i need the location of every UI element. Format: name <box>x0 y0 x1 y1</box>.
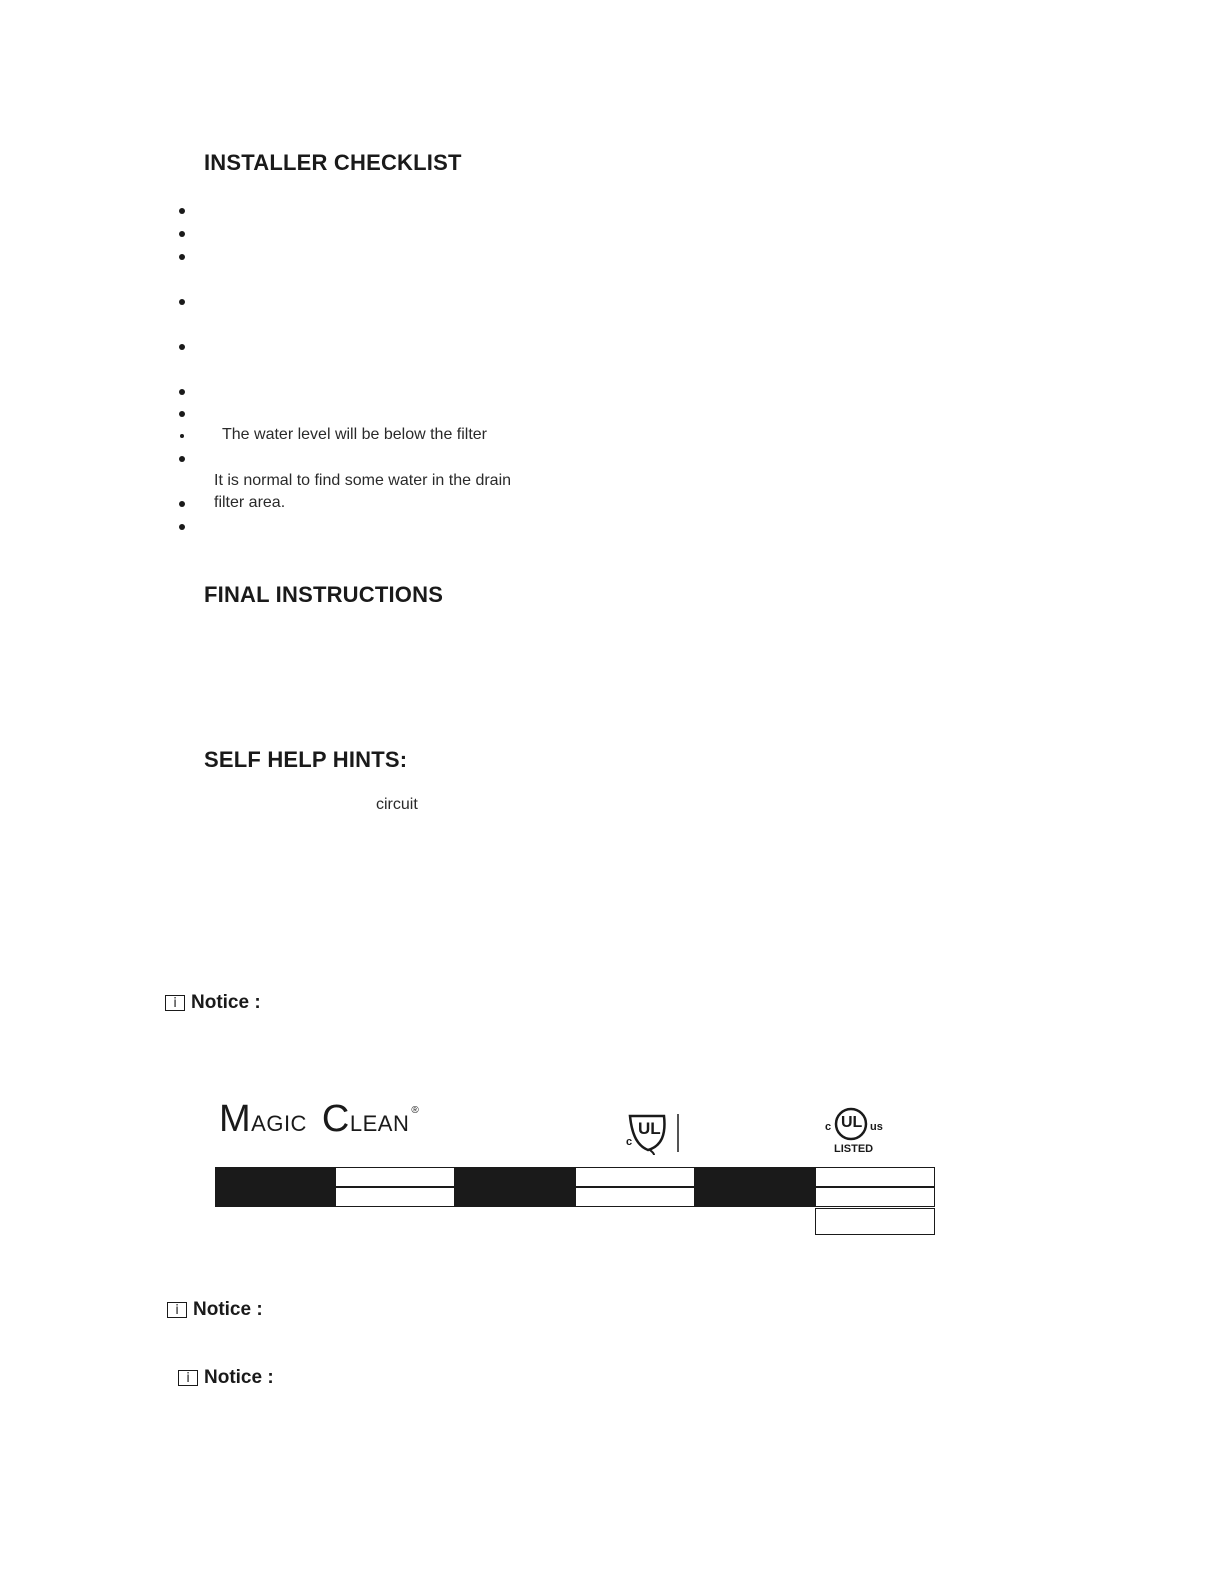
strip-cell <box>695 1167 815 1187</box>
strip-cell <box>335 1167 455 1187</box>
notice-label: Notice : <box>204 1367 274 1388</box>
strip-cell <box>815 1167 935 1187</box>
strip-cell <box>215 1167 335 1187</box>
bullet-point <box>179 524 185 530</box>
bullet-point <box>179 411 185 417</box>
strip-cell <box>335 1187 455 1207</box>
bullet-point <box>179 208 185 214</box>
notice-label: Notice : <box>193 1299 263 1320</box>
bullet-point <box>179 501 185 507</box>
info-icon: i <box>165 995 185 1011</box>
notice-label: Notice : <box>191 992 261 1013</box>
bullet-point <box>179 254 185 260</box>
water-level-note: The water level will be below the filter <box>222 426 488 443</box>
drain-note-line-2: filter area. <box>214 494 286 511</box>
self-help-hints-heading: SELF HELP HINTS: <box>204 747 408 772</box>
ul-recognized-mark: UL c <box>624 1110 684 1156</box>
strip-cell <box>215 1187 335 1207</box>
magic-clean-logo: MAGIC CLEAN® <box>219 1098 420 1140</box>
circuit-word: circuit <box>376 796 418 813</box>
strip-cell <box>695 1187 815 1207</box>
installer-checklist-heading: INSTALLER CHECKLIST <box>204 150 462 175</box>
notice-2 <box>167 1299 263 1321</box>
drain-note-line-1: It is normal to find some water in the drain <box>214 472 512 489</box>
bullet-point <box>180 434 184 438</box>
ul-listed-mark: UL c us LISTED <box>824 1104 890 1156</box>
notice-3 <box>178 1367 274 1389</box>
strip-cell <box>575 1167 695 1187</box>
strip-cell <box>455 1167 575 1187</box>
final-instructions-heading: FINAL INSTRUCTIONS <box>204 582 444 607</box>
info-icon: i <box>167 1302 187 1318</box>
strip-cell <box>815 1208 935 1235</box>
strip-cell <box>575 1187 695 1207</box>
bullet-point <box>179 299 185 305</box>
strip-cell <box>815 1187 935 1207</box>
bullet-point <box>179 344 185 350</box>
notice-1 <box>165 992 261 1014</box>
strip-cell <box>455 1187 575 1207</box>
info-icon: i <box>178 1370 198 1386</box>
bullet-point <box>179 456 185 462</box>
bullet-point <box>179 389 185 395</box>
bullet-point <box>179 231 185 237</box>
